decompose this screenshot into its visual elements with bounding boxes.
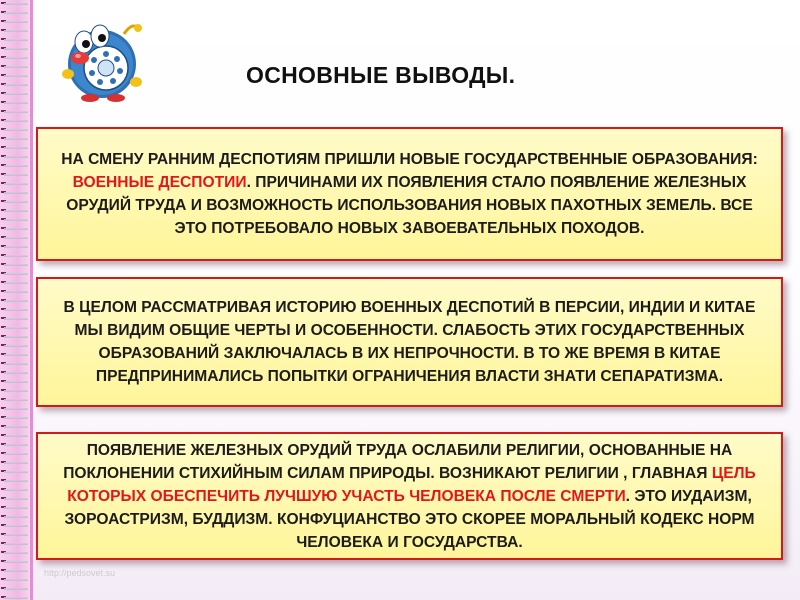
text-part: НА СМЕНУ РАННИМ ДЕСПОТИЯМ ПРИШЛИ НОВЫЕ ГОСУДАРСТВЕННЫЕ ОБРАЗОВАНИЯ: [61, 151, 758, 168]
text-part: . ЭТО ИУДАИЗМ, ЗОРОАСТРИЗМ, БУДДИЗМ. КОНФУЦИАНСТВО ЭТО СКОРЕЕ МОРАЛЬНЫЙ КОДЕКС НОРМ ЧЕЛОВЕКА И ГОСУДАРСТВА. [64, 487, 755, 551]
conclusion-box-3 [36, 432, 783, 560]
watermark-text: http://pedsovet.su [44, 568, 116, 578]
spiral-binding [4, 0, 28, 600]
conclusion-box-2 [36, 277, 783, 407]
conclusion-text-1 [48, 148, 771, 240]
conclusion-box-1 [36, 127, 783, 261]
margin-line [30, 0, 33, 600]
text-part: ПОЯВЛЕНИЕ ЖЕЛЕЗНЫХ ОРУДИЙ ТРУДА ОСЛАБИЛИ РЕЛИГИИ, ОСНОВАННЫЕ НА ПОКЛОНЕНИИ СТИХИЙНЫМ СИЛАМ ПРИРОДЫ. ВОЗНИКАЮТ РЕЛИГИИ , ГЛАВНАЯ [63, 441, 733, 482]
highlight-religion-goal: ЦЕЛЬ КОТОРЫХ ОБЕСПЕЧИТЬ ЛУЧШУЮ УЧАСТЬ ЧЕЛОВЕКА ПОСЛЕ СМЕРТИ [67, 464, 756, 505]
smeshariki-mascot-icon [54, 12, 146, 104]
highlight-military-despotisms: ВОЕННЫЕ ДЕСПОТИИ [72, 174, 247, 191]
text-part: . ПРИЧИНАМИ ИХ ПОЯВЛЕНИЯ СТАЛО ПОЯВЛЕНИЕ ЖЕЛЕЗНЫХ ОРУДИЙ ТРУДА И ВОЗМОЖНОСТЬ ИСПОЛЬЗОВАНИЯ НОВЫХ ПАХОТНЫХ ЗЕМЕЛЬ. ВСЕ ЭТО ПОТРЕБОВАЛО НОВЫХ ЗАВОЕВАТЕЛЬНЫХ ПОХОДОВ. [66, 174, 753, 237]
conclusion-text-2: В ЦЕЛОМ РАССМАТРИВАЯ ИСТОРИЮ ВОЕННЫХ ДЕСПОТИЙ В ПЕРСИИ, ИНДИИ И КИТАЕ МЫ ВИДИМ ОБЩИЕ ЧЕРТЫ И ОСОБЕННОСТИ. СЛАБОСТЬ ЭТИХ ГОСУДАРСТВЕННЫХ ОБРАЗОВАНИЙ ЗАКЛЮЧАЛАСЬ В ИХ НЕПРОЧНОСТИ. В ТО ЖЕ ВРЕМЯ В КИТАЕ ПРЕДПРИНИМАЛИСЬ ПОПЫТКИ ОГРАНИЧЕНИЯ ВЛАСТИ ЗНАТИ СЕПАРАТИЗМА. [63, 299, 756, 385]
slide-title: ОСНОВНЫЕ ВЫВОДЫ. [246, 62, 516, 88]
conclusion-text-3 [48, 439, 771, 554]
